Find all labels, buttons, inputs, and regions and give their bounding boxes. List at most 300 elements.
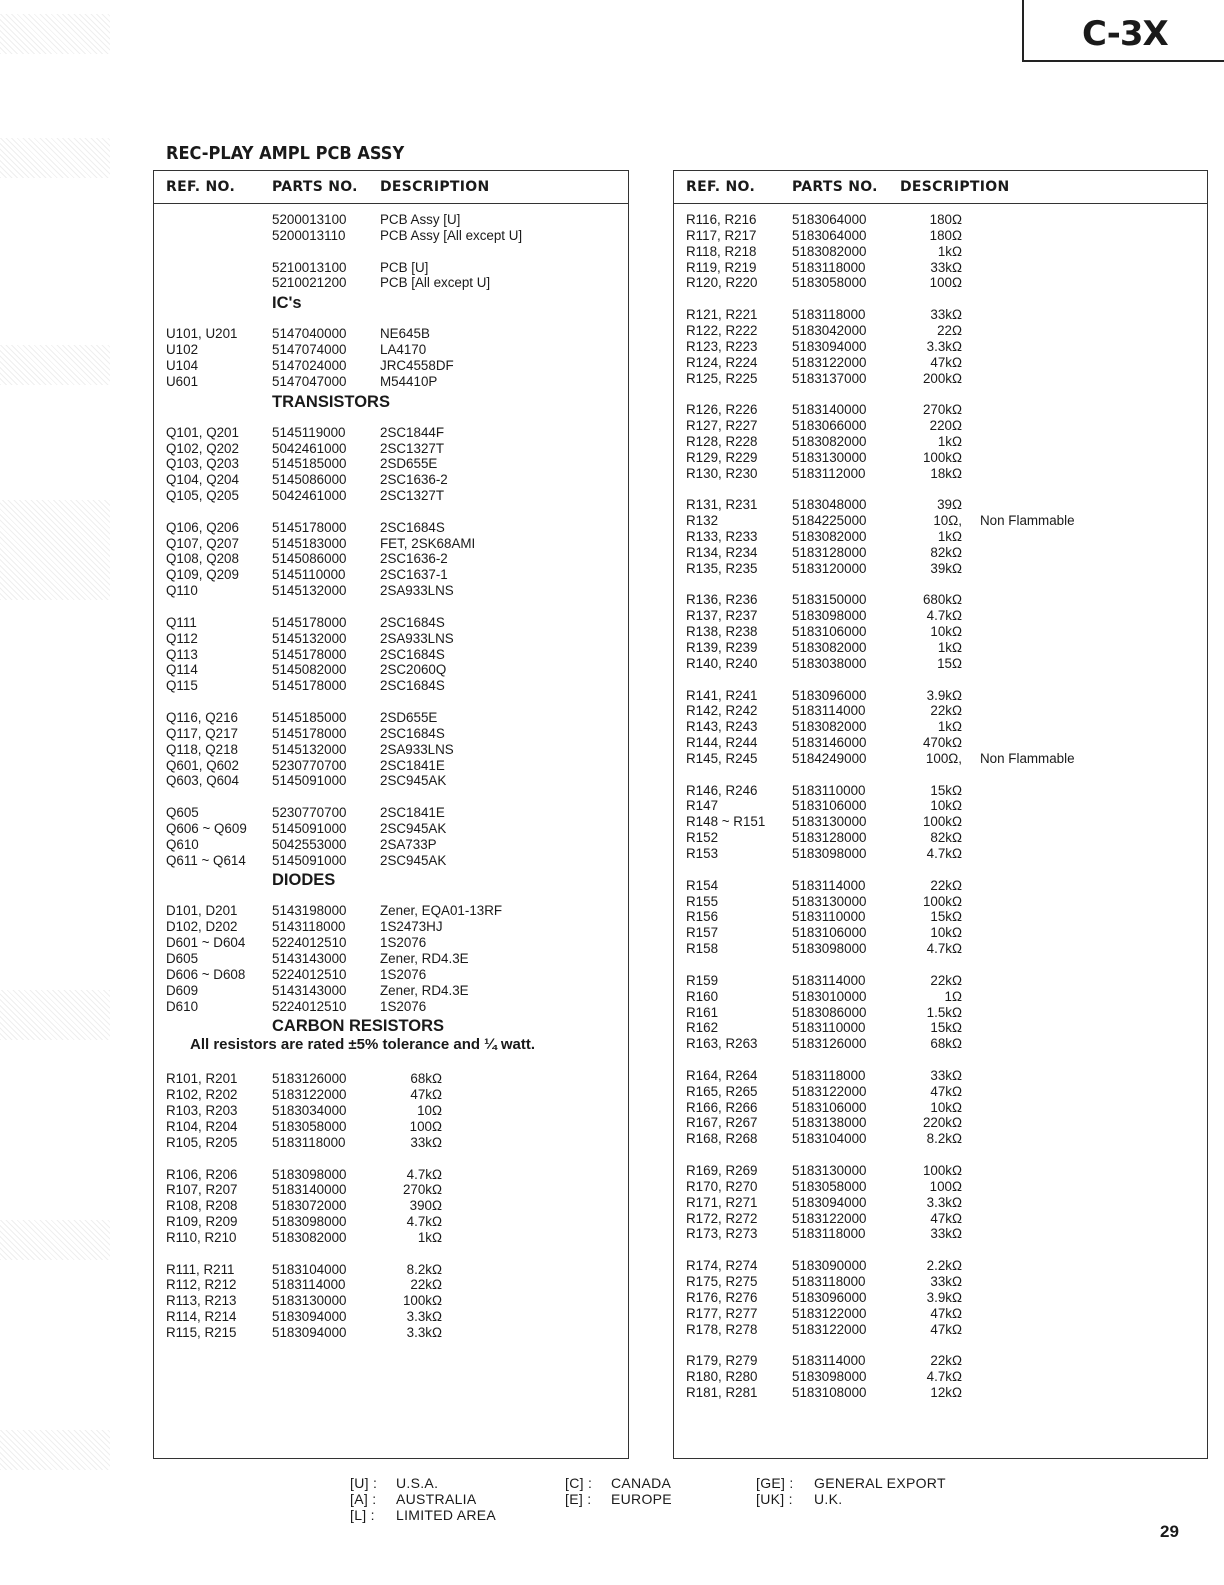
description: 2SC1844F (380, 424, 445, 440)
part-no: 5183098000 (272, 1214, 347, 1230)
part-no: 5183114000 (792, 972, 866, 988)
description: 2SC1637-1 (380, 567, 448, 583)
ref-no: Q110 (166, 583, 198, 599)
table-row (674, 1036, 1207, 1052)
table-row (674, 735, 1207, 751)
resistance-value: 10kΩ (930, 925, 962, 941)
col-ref-header: REF. NO. (166, 179, 236, 195)
scan-noise (0, 138, 110, 178)
table-row (674, 624, 1207, 640)
resistance-value: 47kΩ (930, 1210, 962, 1226)
ref-no: U104 (166, 357, 199, 373)
table-header (154, 171, 628, 204)
table-row (674, 260, 1207, 276)
ref-no: R127, R227 (686, 418, 758, 434)
table-row (154, 1262, 628, 1278)
part-no: 5210021200 (272, 275, 347, 291)
table-row (154, 1087, 628, 1103)
part-no: 5183094000 (272, 1309, 347, 1325)
part-no: 5183048000 (792, 497, 867, 513)
ref-no: R116, R216 (686, 212, 757, 227)
part-no: 5224012510 (272, 935, 347, 951)
resistance-value: 1Ω (944, 988, 962, 1004)
group-heading: CARBON RESISTORS (272, 1017, 445, 1036)
part-no: 5224012510 (272, 998, 347, 1014)
ref-no: R148 ~ R151 (686, 814, 766, 830)
part-no: 5183140000 (792, 402, 867, 418)
resistance-value: 180Ω (929, 227, 962, 243)
table-row (154, 919, 628, 935)
description: 1S2076 (380, 966, 427, 982)
table-row (674, 1068, 1207, 1084)
resistance-value: 39kΩ (930, 560, 962, 576)
table-row (674, 1385, 1207, 1401)
ref-no: R130, R230 (686, 465, 758, 481)
ref-no: R158 (686, 941, 719, 957)
ref-no: R117, R217 (686, 227, 757, 243)
ref-no: R147 (686, 798, 719, 814)
part-no: 5183150000 (792, 592, 867, 608)
table-row (154, 1309, 628, 1325)
ref-no: R155 (686, 893, 719, 909)
ref-no: R137, R237 (686, 608, 758, 624)
ref-no: R107, R207 (166, 1182, 238, 1198)
part-no: 5224012510 (272, 966, 347, 982)
ref-no: R166, R266 (686, 1099, 758, 1115)
part-no: 5183130000 (792, 1163, 867, 1178)
table-row (154, 999, 628, 1015)
part-no: 5183090000 (792, 1258, 867, 1274)
resistance-value: 10Ω, (933, 513, 962, 529)
description: 2SA933LNS (380, 630, 454, 646)
resistance-value: 33kΩ (930, 307, 962, 323)
part-no: 5183114000 (792, 703, 866, 719)
part-no: 5183082000 (792, 529, 867, 544)
table-row (674, 608, 1207, 624)
resistance-value: 18kΩ (930, 465, 962, 481)
region-code: [E] : (565, 1491, 592, 1507)
table-row (674, 1211, 1207, 1227)
resistance-value: 3.9kΩ (926, 687, 962, 703)
description: 2SC1841E (380, 757, 445, 773)
resistance-value: 22kΩ (930, 972, 962, 988)
part-no: 5145082000 (272, 662, 347, 678)
part-no: 5183120000 (792, 560, 867, 576)
part-no: 5183137000 (792, 370, 867, 386)
description: PCB Assy [All except U] (380, 227, 523, 243)
part-no: 5183058000 (792, 1178, 867, 1194)
part-no: 5230770700 (272, 757, 347, 773)
ref-no: R138, R238 (686, 624, 758, 640)
resistance-value: 10kΩ (930, 1099, 962, 1115)
part-no: 5145091000 (272, 852, 347, 868)
resistance-value: 68kΩ (930, 1036, 962, 1052)
part-no: 5183128000 (792, 544, 867, 560)
resistance-value: 47kΩ (930, 1305, 962, 1321)
description: PCB [All except U] (380, 275, 491, 291)
ref-no: R134, R234 (686, 544, 758, 560)
part-no: 5145185000 (272, 709, 347, 725)
ref-no: R161 (686, 1004, 719, 1020)
resistance-value: 100kΩ (922, 893, 962, 909)
resistance-value: 22kΩ (410, 1277, 442, 1293)
resistance-value: 33kΩ (930, 259, 962, 275)
ref-no: R173, R273 (686, 1226, 758, 1242)
description-note: Non Flammable (980, 750, 1075, 766)
part-no: 5183108000 (792, 1384, 867, 1400)
description: JRC4558DF (380, 357, 454, 373)
part-no: 5143118000 (272, 919, 346, 935)
part-no: 5200013110 (272, 227, 346, 243)
ref-no: R163, R263 (686, 1036, 758, 1052)
part-no: 5183010000 (792, 988, 867, 1004)
ref-no: R106, R206 (166, 1166, 238, 1182)
region-name: GENERAL EXPORT (814, 1475, 946, 1491)
table-row (674, 418, 1207, 434)
ref-no: R145, R245 (686, 750, 758, 766)
table-row (674, 371, 1207, 387)
resistance-value: 2.2kΩ (926, 1258, 962, 1274)
resistance-value: 15Ω (937, 655, 962, 671)
table-row (154, 326, 628, 342)
resistance-value: 100Ω (409, 1118, 442, 1134)
col-desc-header: DESCRIPTION (900, 179, 1010, 195)
table-row (674, 909, 1207, 925)
ref-no: Q610 (166, 836, 199, 852)
ref-no: R113, R213 (166, 1293, 237, 1309)
part-no: 5183082000 (792, 243, 867, 259)
ref-no: U102 (166, 342, 199, 358)
part-no: 5143143000 (272, 982, 347, 998)
description: 2SC1684S (380, 646, 445, 662)
ref-no: R108, R208 (166, 1198, 238, 1214)
table-row (154, 1325, 628, 1341)
part-no: 5183110000 (792, 909, 866, 925)
part-no: 5145132000 (272, 630, 347, 646)
table-row (154, 374, 628, 390)
table-row (674, 434, 1207, 450)
description: PCB [U] (380, 259, 429, 275)
part-no: 5183034000 (272, 1103, 347, 1119)
ref-no: R128, R228 (686, 433, 758, 449)
table-row (674, 1306, 1207, 1322)
group-note: All resistors are rated ±5% tolerance and ¼ watt. (190, 1036, 536, 1054)
table-row (674, 307, 1207, 323)
resistance-value: 100Ω (929, 1178, 962, 1194)
ref-no: Q106, Q206 (166, 519, 239, 535)
resistance-value: 15kΩ (930, 1020, 962, 1036)
ref-no: R164, R264 (686, 1067, 758, 1083)
region-name: EUROPE (611, 1491, 672, 1507)
description: 2SC1327T (380, 488, 445, 504)
table-row (154, 742, 628, 758)
ref-no: U601 (166, 373, 199, 389)
resistance-value: 220Ω (929, 418, 962, 434)
ref-no: D609 (166, 982, 199, 998)
part-no: 5183128000 (792, 830, 867, 846)
description: 1S2076 (380, 998, 427, 1014)
table-row (674, 561, 1207, 577)
region-name: U.K. (814, 1491, 843, 1507)
ref-no: Q108, Q208 (166, 551, 239, 567)
table-row (674, 592, 1207, 608)
table-row (154, 358, 628, 374)
part-no: 5145183000 (272, 535, 347, 551)
ref-no: R177, R277 (686, 1305, 758, 1321)
ref-no: R123, R223 (686, 338, 758, 354)
resistance-value: 8.2kΩ (926, 1131, 962, 1147)
resistance-value: 33kΩ (930, 1226, 962, 1242)
part-no: 5145132000 (272, 583, 347, 599)
part-no: 5183086000 (792, 1004, 867, 1020)
table-row (674, 941, 1207, 957)
resistance-value: 22kΩ (930, 877, 962, 893)
resistance-value: 100kΩ (922, 814, 962, 830)
table-row (674, 1179, 1207, 1195)
part-no: 5183114000 (792, 1353, 866, 1369)
section-title: REC-PLAY AMPL PCB ASSY (166, 143, 405, 164)
description: 2SC1684S (380, 519, 445, 535)
ref-no: R129, R229 (686, 449, 758, 465)
part-no: 5183072000 (272, 1198, 347, 1214)
part-no: 5183118000 (792, 1226, 866, 1242)
description: 1S2473HJ (380, 919, 443, 935)
ref-no: R144, R244 (686, 735, 758, 751)
group-heading: TRANSISTORS (272, 392, 390, 411)
part-no: 5183082000 (792, 639, 867, 655)
part-no: 5230770700 (272, 805, 347, 821)
table-row (674, 989, 1207, 1005)
ref-no: D606 ~ D608 (166, 966, 246, 982)
description: 2SA933LNS (380, 583, 454, 599)
table-row (154, 1135, 628, 1151)
table-row (674, 228, 1207, 244)
resistance-value: 1kΩ (937, 639, 962, 655)
resistance-value: 22Ω (937, 322, 962, 338)
part-no: 5183096000 (792, 687, 867, 703)
ref-no: R154 (686, 877, 719, 893)
scan-noise (0, 990, 110, 1040)
part-no: 5183130000 (792, 814, 867, 830)
ref-no: R101, R201 (166, 1071, 238, 1087)
ref-no: R132 (686, 513, 719, 529)
resistance-value: 22kΩ (930, 1353, 962, 1369)
table-row (674, 513, 1207, 529)
ref-no: Q611 ~ Q614 (166, 852, 246, 868)
ref-no: R159 (686, 972, 719, 988)
part-no: 5183118000 (792, 307, 866, 323)
ref-no: D610 (166, 998, 199, 1014)
part-no: 5183042000 (792, 322, 867, 338)
part-no: 5042461000 (272, 440, 347, 456)
resistance-value: 200kΩ (922, 370, 962, 386)
table-row (674, 339, 1207, 355)
table-row (674, 545, 1207, 561)
part-no: 5145178000 (272, 614, 347, 630)
part-no: 5145119000 (272, 424, 346, 440)
ref-no: R140, R240 (686, 655, 758, 671)
table-row (674, 1131, 1207, 1147)
ref-no: R178, R278 (686, 1321, 758, 1337)
col-parts-header: PARTS NO. (272, 179, 358, 195)
resistance-value: 100kΩ (402, 1293, 442, 1309)
ref-no: Q115 (166, 678, 198, 694)
ref-no: R162 (686, 1020, 719, 1036)
ref-no: R141, R241 (686, 687, 758, 703)
part-no: 5183098000 (792, 846, 867, 861)
ref-no: R174, R274 (686, 1258, 758, 1274)
table-row (154, 983, 628, 999)
part-no: 5183122000 (792, 1305, 867, 1321)
part-no: 5183122000 (272, 1087, 347, 1103)
ref-no: Q117, Q217 (166, 725, 238, 741)
part-no: 5183094000 (272, 1325, 347, 1340)
part-no: 5183104000 (272, 1261, 347, 1277)
part-no: 5145178000 (272, 519, 347, 535)
table-row (674, 323, 1207, 339)
ref-no: R170, R270 (686, 1178, 758, 1194)
description: 2SC945AK (380, 773, 447, 789)
table-row (674, 1195, 1207, 1211)
ref-no: R103, R203 (166, 1103, 238, 1119)
table-row (674, 1100, 1207, 1116)
table-row (674, 1005, 1207, 1021)
ref-no: R114, R214 (166, 1309, 237, 1325)
description: 2SC1684S (380, 678, 445, 694)
table-row (674, 894, 1207, 910)
part-no: 5183082000 (792, 719, 867, 735)
region-code: [UK] : (756, 1491, 793, 1507)
part-no: 5183098000 (792, 941, 867, 957)
table-row (674, 1322, 1207, 1338)
table-row (674, 450, 1207, 466)
ref-no: Q107, Q207 (166, 535, 239, 551)
table-row (154, 275, 628, 291)
part-no: 5183110000 (792, 782, 866, 798)
resistance-value: 4.7kΩ (406, 1166, 442, 1182)
table-row (674, 212, 1207, 228)
ref-no: Q105, Q205 (166, 488, 239, 504)
part-no: 5183106000 (792, 624, 867, 640)
table-row (674, 1258, 1207, 1274)
table-row (154, 853, 628, 869)
table-row (674, 878, 1207, 894)
table-row (674, 719, 1207, 735)
part-no: 5147040000 (272, 326, 347, 342)
resistance-value: 12kΩ (930, 1384, 962, 1400)
region-name: LIMITED AREA (396, 1507, 497, 1523)
table-row (154, 647, 628, 663)
ref-no: R142, R242 (686, 703, 758, 719)
table-header (674, 171, 1207, 204)
part-no: 5183126000 (272, 1071, 347, 1087)
table-row (154, 837, 628, 853)
table-row (674, 275, 1207, 291)
table-row (154, 260, 628, 276)
part-no: 5145091000 (272, 773, 347, 789)
region-name: CANADA (611, 1475, 672, 1491)
part-no: 5183098000 (792, 608, 867, 624)
part-no: 5147074000 (272, 342, 347, 358)
resistance-value: 8.2kΩ (406, 1261, 442, 1277)
table-row (154, 520, 628, 536)
description: 1S2076 (380, 935, 427, 951)
table-row (674, 1163, 1207, 1179)
resistance-value: 470kΩ (922, 735, 962, 751)
part-no: 5145132000 (272, 741, 347, 757)
part-no: 5147047000 (272, 373, 347, 389)
resistance-value: 3.9kΩ (926, 1289, 962, 1305)
part-no: 5147024000 (272, 357, 347, 373)
ref-no: R133, R233 (686, 529, 758, 544)
table-row (154, 425, 628, 441)
resistance-value: 15kΩ (930, 782, 962, 798)
ref-no: R153 (686, 846, 719, 861)
table-row (674, 751, 1207, 767)
ref-no: R152 (686, 830, 719, 846)
resistance-value: 10kΩ (930, 624, 962, 640)
region-name: U.S.A. (396, 1475, 439, 1491)
table-row (674, 1115, 1207, 1131)
table-row (154, 631, 628, 647)
resistance-value: 4.7kΩ (926, 941, 962, 957)
table-row (674, 1353, 1207, 1369)
scan-noise (0, 1220, 110, 1260)
description: Zener, RD4.3E (380, 982, 469, 998)
part-no: 5183104000 (792, 1131, 867, 1147)
table-row (154, 1182, 628, 1198)
resistance-value: 3.3kΩ (926, 1194, 962, 1210)
table-row (674, 1226, 1207, 1242)
ref-no: R124, R224 (686, 354, 758, 370)
group-heading: IC's (272, 294, 302, 313)
table-row (154, 821, 628, 837)
parts-table-right (673, 170, 1208, 1459)
table-row (154, 662, 628, 678)
description: LA4170 (380, 342, 427, 358)
table-row (154, 583, 628, 599)
ref-no: R139, R239 (686, 639, 758, 655)
ref-no: R115, R215 (166, 1325, 237, 1340)
ref-no: R143, R243 (686, 719, 758, 735)
resistance-value: 4.7kΩ (926, 1369, 962, 1385)
resistance-value: 33kΩ (930, 1067, 962, 1083)
ref-no: R110, R210 (166, 1229, 237, 1245)
part-no: 5145110000 (272, 567, 346, 583)
description: 2SC1636-2 (380, 551, 448, 567)
table-row (674, 1369, 1207, 1385)
part-no: 5183094000 (792, 1194, 867, 1210)
part-no: 5183118000 (792, 1273, 866, 1289)
table-row (154, 967, 628, 983)
ref-no: D101, D201 (166, 903, 238, 919)
ref-no: R105, R205 (166, 1134, 238, 1150)
resistance-value: 680kΩ (922, 592, 962, 608)
table-row (674, 798, 1207, 814)
table-row (154, 773, 628, 789)
resistance-value: 100Ω (929, 275, 962, 291)
resistance-value: 33kΩ (930, 1273, 962, 1289)
resistance-value: 100kΩ (922, 1163, 962, 1178)
table-row (674, 244, 1207, 260)
ref-no: Q109, Q209 (166, 567, 239, 583)
part-no: 5042461000 (272, 488, 347, 504)
part-no: 5183118000 (272, 1134, 346, 1150)
resistance-value: 1.5kΩ (926, 1004, 962, 1020)
ref-no: R165, R265 (686, 1083, 758, 1099)
resistance-value: 47kΩ (930, 354, 962, 370)
description: 2SD655E (380, 709, 438, 725)
